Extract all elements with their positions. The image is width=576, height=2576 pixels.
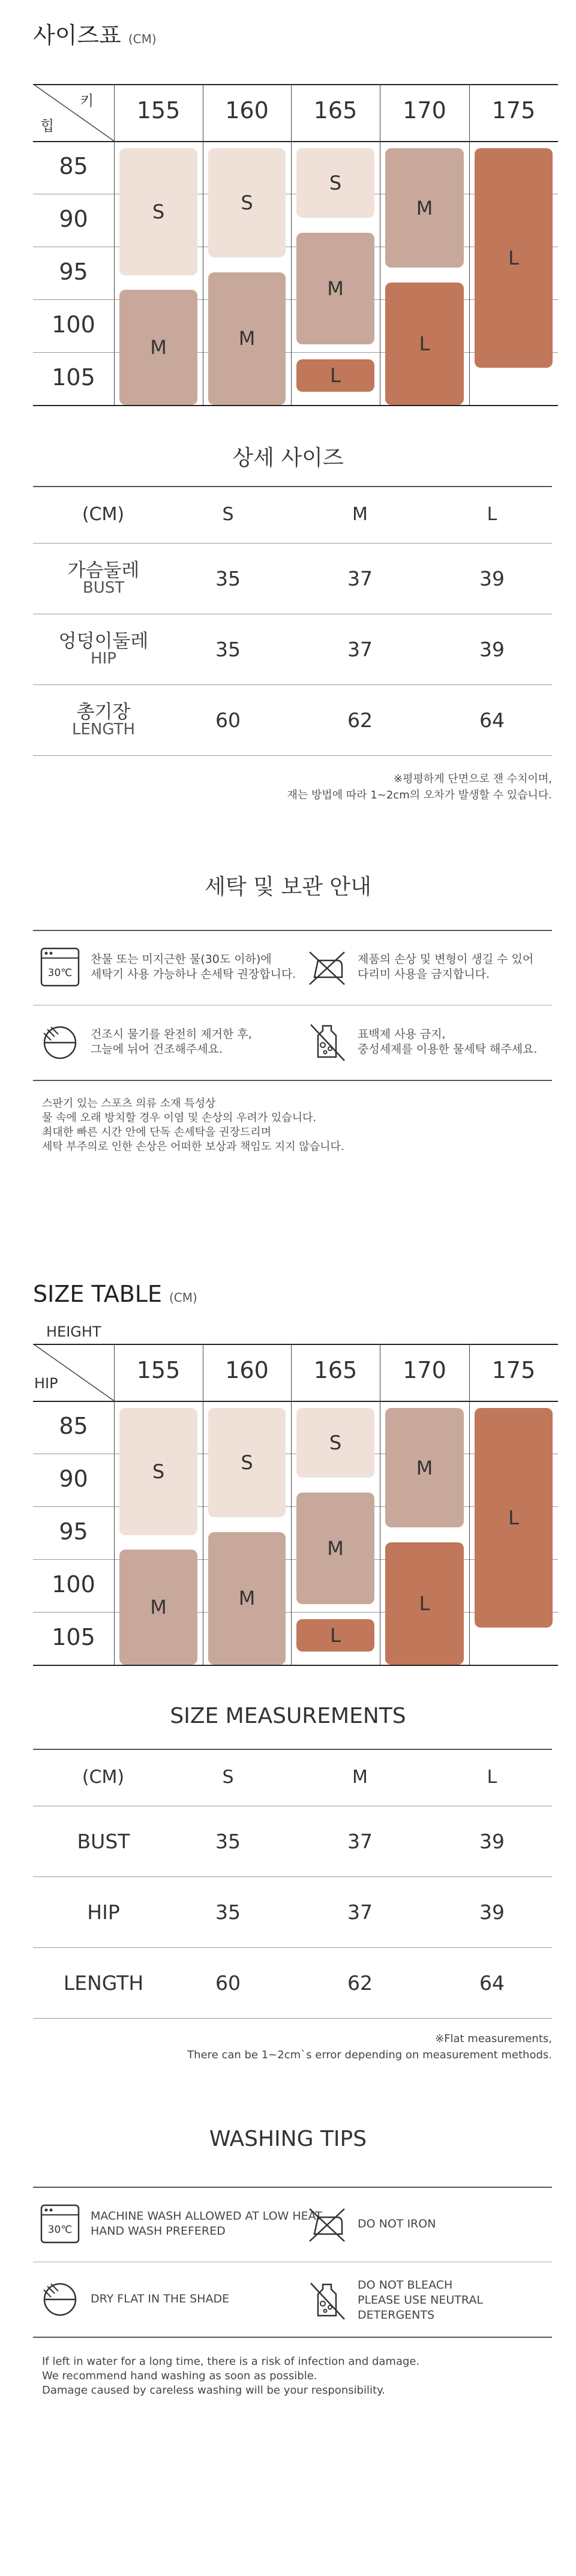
wash-instruction-text <box>91 2292 229 2307</box>
grid-bottom-border <box>33 1665 558 1666</box>
measurement-note-en <box>187 2031 552 2063</box>
detail-value: 60 <box>215 1971 241 1995</box>
detail-value: 39 <box>479 1830 505 1853</box>
corner-label-hip: 힙 <box>40 118 55 134</box>
grid-column-separator <box>469 84 470 405</box>
unit-label: (CM) <box>169 1290 197 1305</box>
wash-instruction-text <box>358 2278 552 2323</box>
wash-instruction-text <box>358 1027 537 1057</box>
wash-instruction <box>39 2278 229 2320</box>
detail-header-s: S <box>222 1767 234 1788</box>
detail-size-title-kr: 상세 사이즈 <box>232 446 344 470</box>
corner-label-height: HEIGHT <box>46 1323 101 1340</box>
dry-flat-icon <box>39 1021 81 1063</box>
grid-header-border <box>33 141 558 142</box>
note-line-2: 재는 방법에 따라 1~2cm의 오차가 발생할 수 있습니다. <box>287 789 552 801</box>
washing-title-en: WASHING TIPS <box>209 2127 367 2151</box>
wash-instruction-line: 건조시 물기를 완전히 제거한 후, <box>91 1028 252 1041</box>
height-header: 165 <box>313 97 358 124</box>
height-header: 165 <box>313 1357 358 1383</box>
detail-value: 64 <box>479 708 505 732</box>
detail-value: 35 <box>215 638 241 661</box>
height-header: 155 <box>136 97 181 124</box>
caution-line: Damage caused by careless washing will be your responsibility. <box>42 2384 385 2397</box>
size-block-m: M <box>208 1532 286 1665</box>
detail-value: 37 <box>347 1901 373 1924</box>
detail-row-border <box>33 1947 552 1948</box>
no-bleach-icon <box>306 1021 348 1063</box>
caution-line: 스판기 있는 스포츠 의류 소재 특성상 <box>42 1097 216 1110</box>
detail-row-border <box>33 684 552 685</box>
caution-line: 물 속에 오래 방치할 경우 이염 및 손상의 우려가 있습니다. <box>42 1112 317 1124</box>
detail-header-unit: (CM) <box>82 1767 125 1788</box>
wash-instruction <box>306 1021 537 1063</box>
height-header: 175 <box>491 97 536 124</box>
wash-instruction-line: 세탁기 사용 가능하나 손세탁 권장합니다. <box>91 968 296 981</box>
unit-label: (CM) <box>128 32 157 46</box>
dry-flat-icon <box>39 2278 81 2320</box>
wash-instruction-text <box>91 952 296 982</box>
detail-value: 37 <box>347 567 373 590</box>
size-block-m: M <box>119 290 197 405</box>
height-header: 170 <box>403 97 446 124</box>
caution-line: 세탁 부주의로 인한 손상은 어떠한 보상과 책임도 지지 않습니다. <box>42 1140 344 1153</box>
wash-instruction-line: 다리미 사용을 금지합니다. <box>358 968 490 981</box>
hip-row-label: 85 <box>59 1413 88 1439</box>
wash-instruction <box>39 1021 252 1063</box>
size-table-title-text: SIZE TABLE <box>33 1281 162 1307</box>
wash-bottom-border <box>33 1080 552 1081</box>
detail-header-l: L <box>487 1767 497 1788</box>
wash-instruction <box>39 2203 322 2245</box>
wash-instruction-line: 표백제 사용 금지, <box>358 1028 446 1041</box>
no-iron-icon <box>306 946 348 988</box>
detail-row-label: BUST <box>77 1830 130 1853</box>
detail-header-m: M <box>352 504 368 525</box>
hip-row-label: 95 <box>59 1518 88 1545</box>
wash-instruction <box>306 2278 552 2323</box>
note-line-1: ※Flat measurements, <box>435 2032 552 2045</box>
height-header: 160 <box>225 1357 269 1383</box>
caution-line: If left in water for a long time, there is a risk of infection and damage. <box>42 2355 420 2368</box>
washing-caution-en <box>42 2355 419 2398</box>
detail-row-label: LENGTH <box>63 1971 144 1995</box>
hip-row-label: 85 <box>59 153 88 179</box>
detail-value: 39 <box>479 1901 505 1924</box>
size-table-title-text: 사이즈표 <box>33 22 121 49</box>
wash-instruction-line: 제품의 손상 및 변형이 생길 수 있어 <box>358 953 534 966</box>
detail-row-sublabel: BUST <box>82 579 125 597</box>
washing-caution-kr <box>42 1097 344 1154</box>
wash-instruction-line: 찬물 또는 미지근한 물(30도 이하)에 <box>91 953 272 966</box>
height-header: 175 <box>491 1357 536 1383</box>
wash-instruction-line: 그늘에 뉘어 건조해주세요. <box>91 1043 223 1056</box>
wash-30-icon <box>39 2203 81 2245</box>
size-block-s: S <box>208 148 286 257</box>
wash-top-border <box>33 2187 552 2188</box>
wash-30-icon <box>39 946 81 988</box>
detail-row-border <box>33 755 552 756</box>
detail-header-border <box>33 543 552 544</box>
height-header: 170 <box>403 1357 446 1383</box>
wash-bottom-border <box>33 2337 552 2338</box>
corner-label-height: 키 <box>80 92 94 109</box>
detail-value: 64 <box>479 1971 505 1995</box>
detail-top-border <box>33 1749 552 1750</box>
caution-line: We recommend hand washing as soon as possible. <box>42 2370 317 2382</box>
wash-top-border <box>33 930 552 931</box>
hip-row-label: 90 <box>59 1466 88 1492</box>
wash-instruction-line: 중성세제를 이용한 물세탁 해주세요. <box>358 1043 538 1056</box>
detail-value: 35 <box>215 567 241 590</box>
detail-size-table-en <box>33 1749 552 2031</box>
svg-text:30℃: 30℃ <box>47 967 73 979</box>
detail-row-label: HIP <box>87 1901 120 1924</box>
height-header: 160 <box>225 97 269 124</box>
size-block-m: M <box>119 1550 197 1665</box>
no-iron-icon <box>306 2203 348 2245</box>
wash-instruction <box>306 946 533 988</box>
detail-row-sublabel: LENGTH <box>71 720 135 738</box>
detail-row-sublabel: HIP <box>91 650 116 668</box>
detail-header-m: M <box>352 1767 368 1788</box>
wash-instruction <box>306 2203 436 2245</box>
size-block-s: S <box>119 148 197 275</box>
size-block-l: L <box>385 283 464 405</box>
wash-instruction-line: DO NOT IRON <box>358 2217 436 2230</box>
detail-header-l: L <box>487 504 497 525</box>
size-block-s: S <box>119 1408 197 1535</box>
size-table-title-kr <box>33 17 157 50</box>
grid-header-border <box>33 1401 558 1402</box>
wash-instruction-line: DRY FLAT IN THE SHADE <box>91 2292 230 2305</box>
size-block-s: S <box>208 1408 286 1517</box>
no-bleach-icon <box>306 2280 348 2322</box>
hip-row-label: 95 <box>59 259 88 285</box>
detail-size-title-en: SIZE MEASUREMENTS <box>170 1704 406 1728</box>
hip-row-label: 100 <box>52 1571 95 1598</box>
wash-instruction-text <box>91 1027 252 1057</box>
wash-instruction-text <box>91 2209 322 2239</box>
detail-row-label: 총기장 <box>76 701 131 723</box>
caution-line: 최대한 빠른 시간 안에 단독 손세탁을 권장드리며 <box>42 1126 272 1139</box>
wash-instruction-text <box>358 952 533 982</box>
detail-value: 62 <box>347 708 373 732</box>
detail-row-label: 엉덩이둘레 <box>58 631 149 652</box>
wash-instruction-text <box>358 2217 436 2232</box>
grid-bottom-border <box>33 405 558 406</box>
height-header: 155 <box>136 1357 181 1383</box>
detail-value: 60 <box>215 708 241 732</box>
detail-value: 37 <box>347 638 373 661</box>
svg-text:30℃: 30℃ <box>47 2224 73 2236</box>
detail-value: 39 <box>479 567 505 590</box>
corner-diagonal <box>33 1344 114 1401</box>
size-block-m: M <box>385 1408 464 1527</box>
detail-row-label: 가슴둘레 <box>67 560 140 581</box>
washing-guide-kr <box>33 930 552 1080</box>
wash-instruction-line: DO NOT BLEACH <box>358 2278 453 2292</box>
detail-value: 35 <box>215 1830 241 1853</box>
washing-title-kr: 세탁 및 보관 안내 <box>205 875 371 899</box>
corner-label-hip: HIP <box>34 1375 58 1392</box>
size-block-m: M <box>385 148 464 268</box>
detail-value: 35 <box>215 1901 241 1924</box>
wash-instruction-line: MACHINE WASH ALLOWED AT LOW HEAT <box>91 2209 322 2223</box>
detail-top-border <box>33 486 552 487</box>
size-block-s: S <box>296 1408 374 1478</box>
size-table-title-en <box>33 1281 197 1307</box>
measurement-note-kr <box>287 771 552 803</box>
wash-instruction <box>39 946 296 988</box>
size-block-m: M <box>296 233 374 344</box>
detail-value: 62 <box>347 1971 373 1995</box>
size-block-m: M <box>208 272 286 405</box>
size-block-l: L <box>385 1542 464 1665</box>
note-line-2: There can be 1~2cm`s error depending on measurement methods. <box>187 2049 552 2061</box>
washing-guide-en <box>33 2187 552 2337</box>
size-grid-kr <box>33 84 558 405</box>
grid-column-separator <box>469 1344 470 1665</box>
grid-column-separator <box>291 1344 292 1665</box>
size-block-l: L <box>296 1619 374 1652</box>
hip-row-label: 105 <box>52 364 95 391</box>
size-block-l: L <box>296 359 374 392</box>
detail-value: 37 <box>347 1830 373 1853</box>
detail-header-unit: (CM) <box>82 504 125 525</box>
grid-column-separator <box>114 1344 115 1665</box>
note-line-1: ※평평하게 단면으로 잰 수치이며, <box>393 773 552 785</box>
grid-column-separator <box>114 84 115 405</box>
detail-value: 39 <box>479 638 505 661</box>
detail-row-border <box>33 2018 552 2019</box>
hip-row-label: 105 <box>52 1624 95 1650</box>
size-block-m: M <box>296 1493 374 1604</box>
wash-instruction-line: HAND WASH PREFERED <box>91 2224 226 2238</box>
detail-size-table-kr <box>33 486 552 762</box>
grid-column-separator <box>291 84 292 405</box>
hip-row-label: 90 <box>59 206 88 232</box>
hip-row-label: 100 <box>52 311 95 338</box>
size-grid-en <box>33 1323 558 1665</box>
wash-instruction-line: PLEASE USE NEUTRAL DETERGENTS <box>358 2293 483 2322</box>
size-block-s: S <box>296 148 374 218</box>
size-block-l: L <box>475 1408 553 1628</box>
size-block-l: L <box>475 148 553 368</box>
detail-header-s: S <box>222 504 234 525</box>
